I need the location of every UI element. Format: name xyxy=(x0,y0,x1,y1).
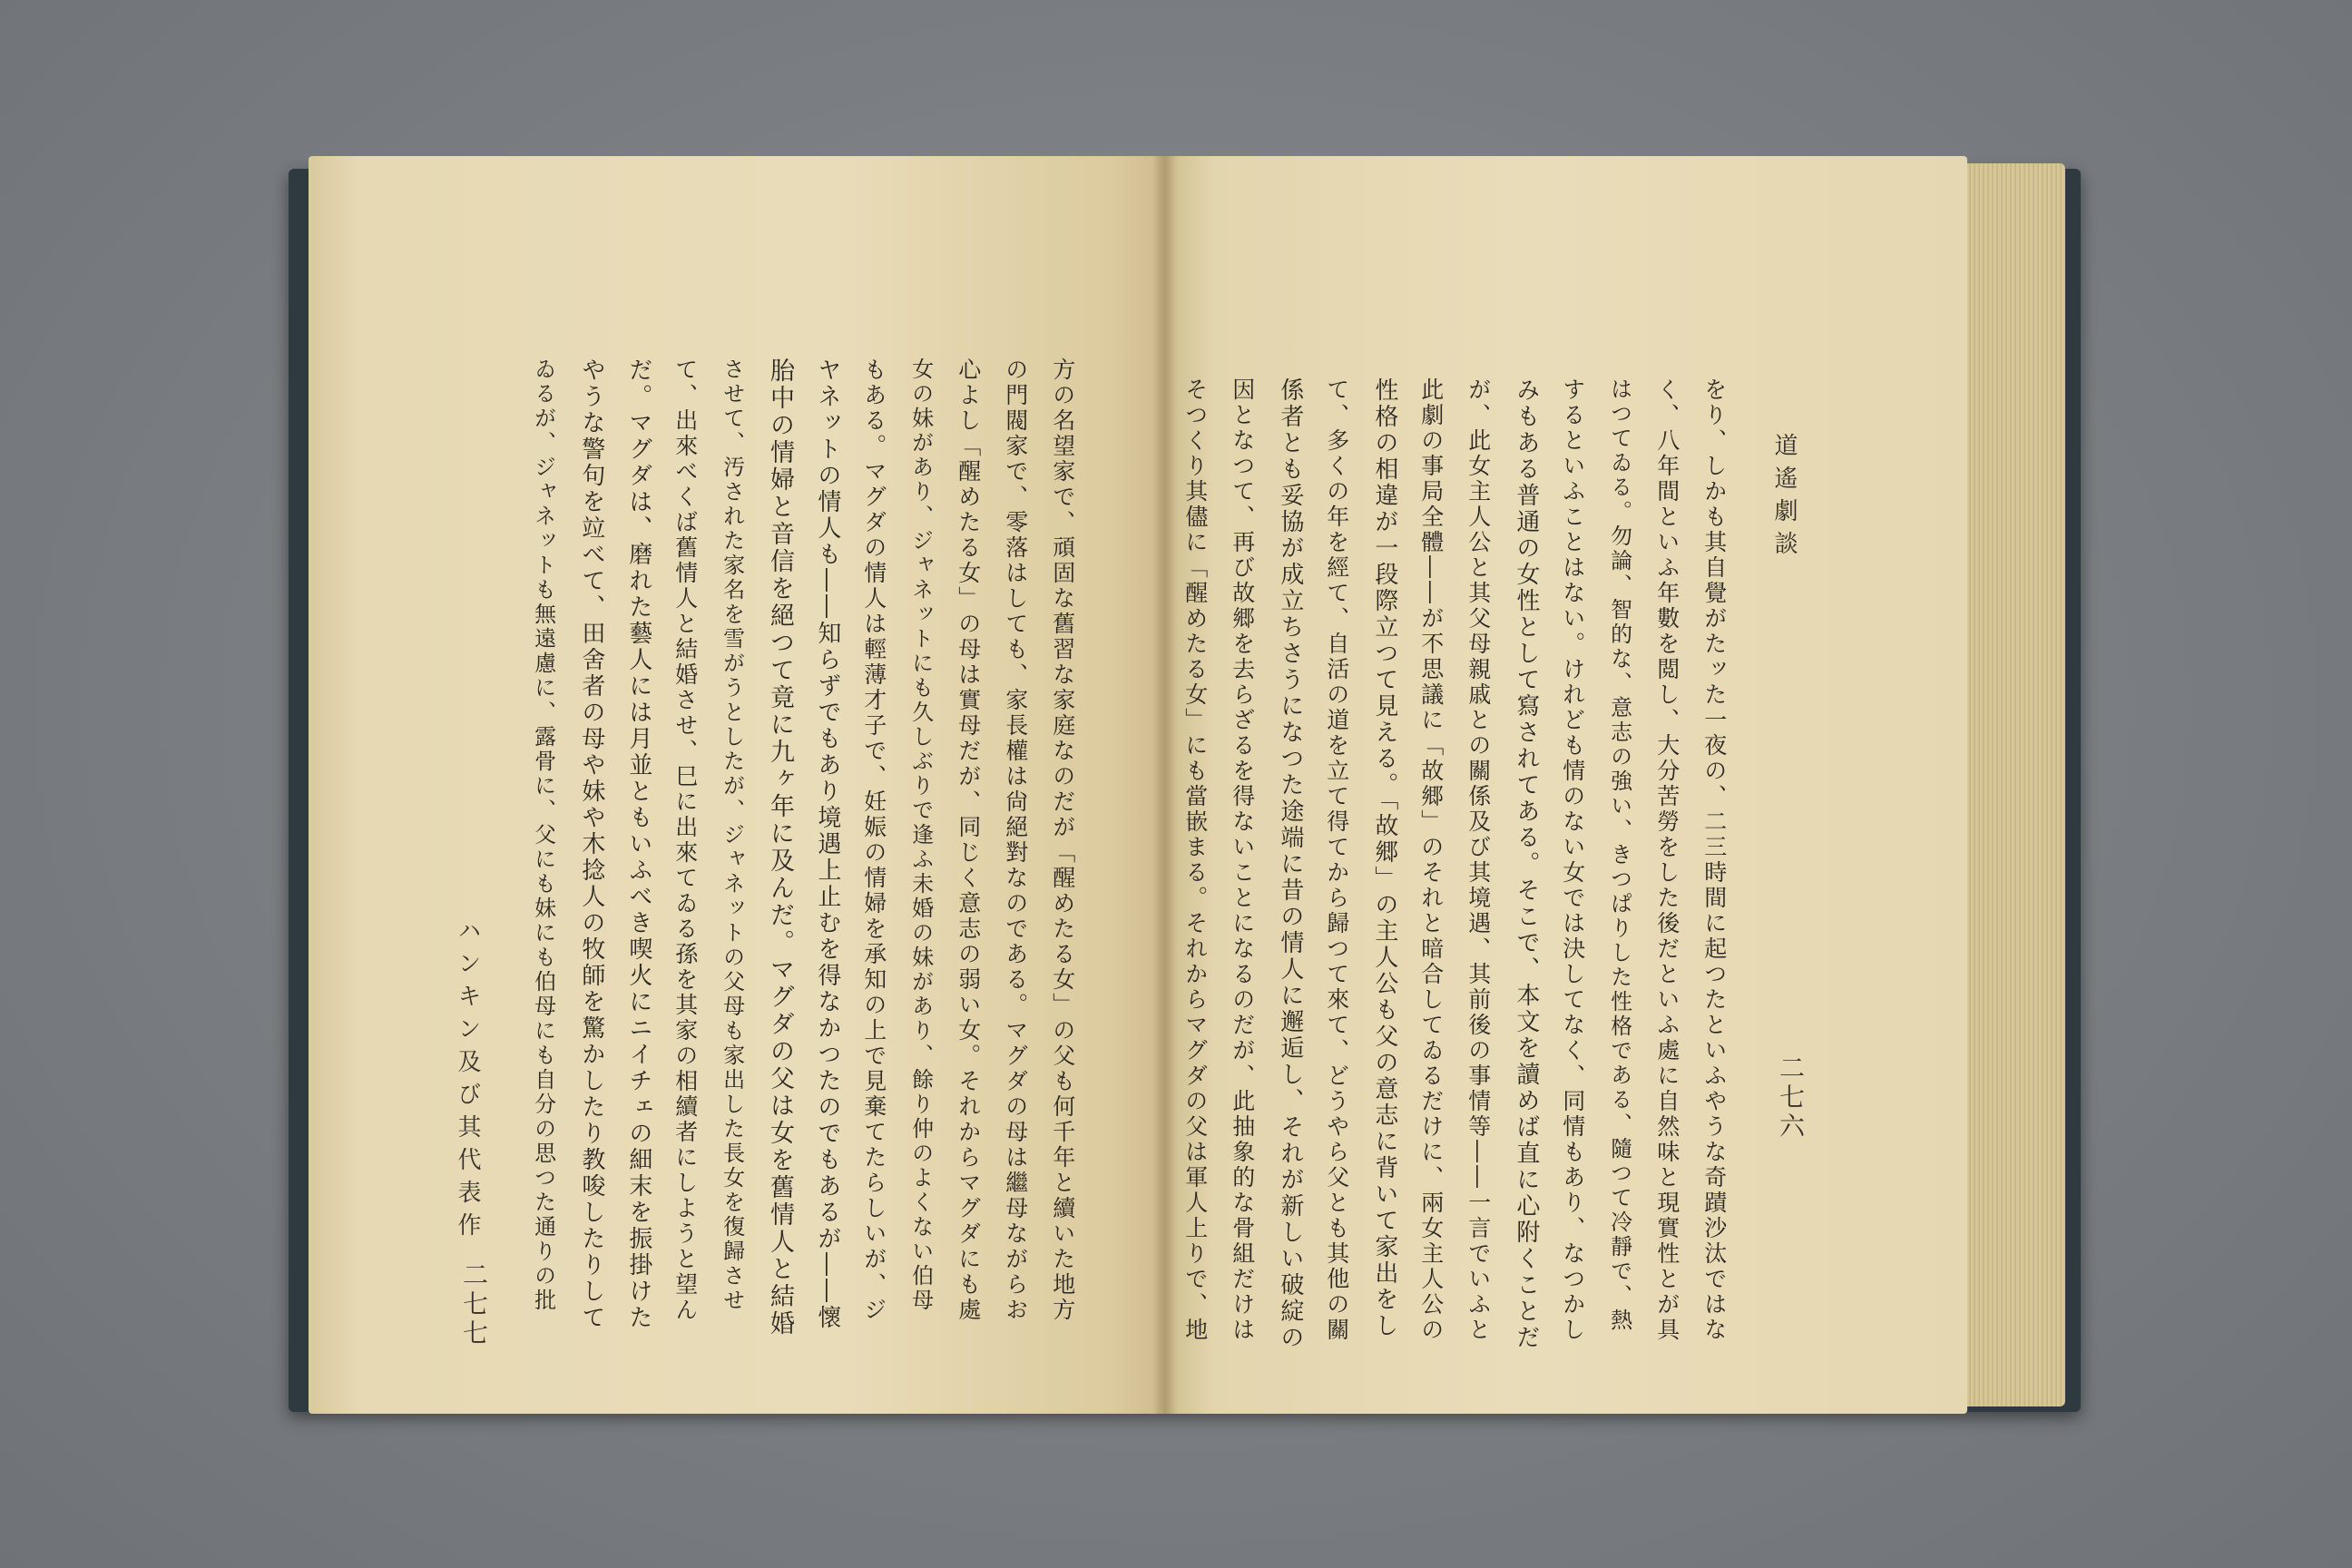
text-column: て、多くの年を經て、自活の道を立て得てから歸つて來て、どうやら父とも其他の關 xyxy=(1323,377,1350,1343)
book-gutter xyxy=(1152,156,1178,1414)
text-column: の門閥家で、零落はしても、家長權は尙絕對なのである。マグダの母は繼母ながらお xyxy=(1002,358,1029,1323)
text-column: て、出來べくば舊情人と結婚させ、巳に出來てゐる孫を其家の相續者にしようと望ん xyxy=(671,358,699,1323)
right-page-number: 二七六 xyxy=(1776,1054,1806,1142)
text-column: 係者とも妥協が成立ちさうになつた途端に昔の情人に邂逅し、それが新しい破綻の xyxy=(1276,377,1304,1351)
text-column: 胎中の情婦と音信を絕つて竟に九ヶ年に及んだ。マグダの父は女を舊情人と結婚 xyxy=(766,358,795,1338)
text-column: させて、汚された家名を雪がうとしたが、ジャネットの父母も家出した長女を復歸させ xyxy=(719,358,745,1313)
text-column: そつくり其儘に「醒めたる女」にも當嵌まる。それからマグダの父は軍人上りで、地 xyxy=(1181,377,1209,1343)
text-column: もある。マグダの情人は輕薄才子で、妊娠の情婦を承知の上で見棄てたらしいが、ジ xyxy=(860,358,887,1323)
text-column: 因となつて、再び故郷を去らざるを得ないことになるのだが、此抽象的な骨組だけは xyxy=(1229,377,1256,1343)
text-column: ヤネットの情人も――知らずでもあり境遇上止むを得なかつたのでもあるが――懷 xyxy=(813,358,841,1331)
text-column: だ。マグダは、磨れた藝人には月並ともいふべき喫火にニイチェの細末を振掛けた xyxy=(624,358,652,1331)
text-column: 女の妹があり、ジャネットにも久しぶりで逢ふ未婚の妹があり、餘り仲のよくない伯母 xyxy=(907,358,934,1313)
text-column: く、八年間といふ年數を閲し、大分苦勞をした後だといふ處に自然味と現實性とが具 xyxy=(1653,377,1681,1343)
text-column: はつてゐる。勿論、智的な、意志の強い、きつぱりした性格である、隨つて冷靜で、熱 xyxy=(1606,377,1632,1333)
text-column: するといふことはない。けれども情のない女では決してなく、同情もあり、なつかし xyxy=(1559,377,1586,1343)
text-column: 性格の相違が一段際立つて見える。「故郷」の主人公も父の意志に背いて家出をし xyxy=(1370,377,1398,1339)
text-column: ゐるが、ジャネットも無遠慮に、露骨に、父にも妹にも伯母にも自分の思つた通りの批 xyxy=(530,358,556,1313)
text-column: やうな警句を竝べて、田舍者の母や妹や木捻人の牧師を驚かしたり教唆したりして xyxy=(577,358,605,1331)
page-edges xyxy=(1967,163,2065,1406)
text-column: 方の名望家で、頑固な舊習な家庭なのだが「醒めたる女」の父も何千年と續いた地方 xyxy=(1049,358,1076,1323)
right-page xyxy=(1158,156,1967,1414)
left-page xyxy=(309,156,1180,1414)
text-column: 此劇の事局全體――が不思議に「故郷」のそれと暗合してゐるだけに、兩女主人公の xyxy=(1417,377,1445,1343)
left-running-head: ハンキン及び其代表作 xyxy=(454,918,481,1245)
left-page-number: 二七七 xyxy=(459,1261,489,1348)
text-column: みもある普通の女性として寫されてある。そこで、本文を讀めば直に心附くことだ xyxy=(1512,377,1540,1351)
right-running-head: 道遙劇談 xyxy=(1770,433,1798,564)
text-column: をり、しかも其自覺がたッた一夜の、二三時間に起つたといふやうな奇蹟沙汰ではな xyxy=(1700,377,1728,1343)
open-book xyxy=(289,156,2087,1417)
text-column: が、此女主人公と其父母親戚との關係及び其境遇、其前後の事情等――一言でいふと xyxy=(1465,377,1492,1343)
text-column: 心よし「醒めたる女」の母は實母だが、同じく意志の弱い女。それからマグダにも處 xyxy=(955,358,982,1323)
